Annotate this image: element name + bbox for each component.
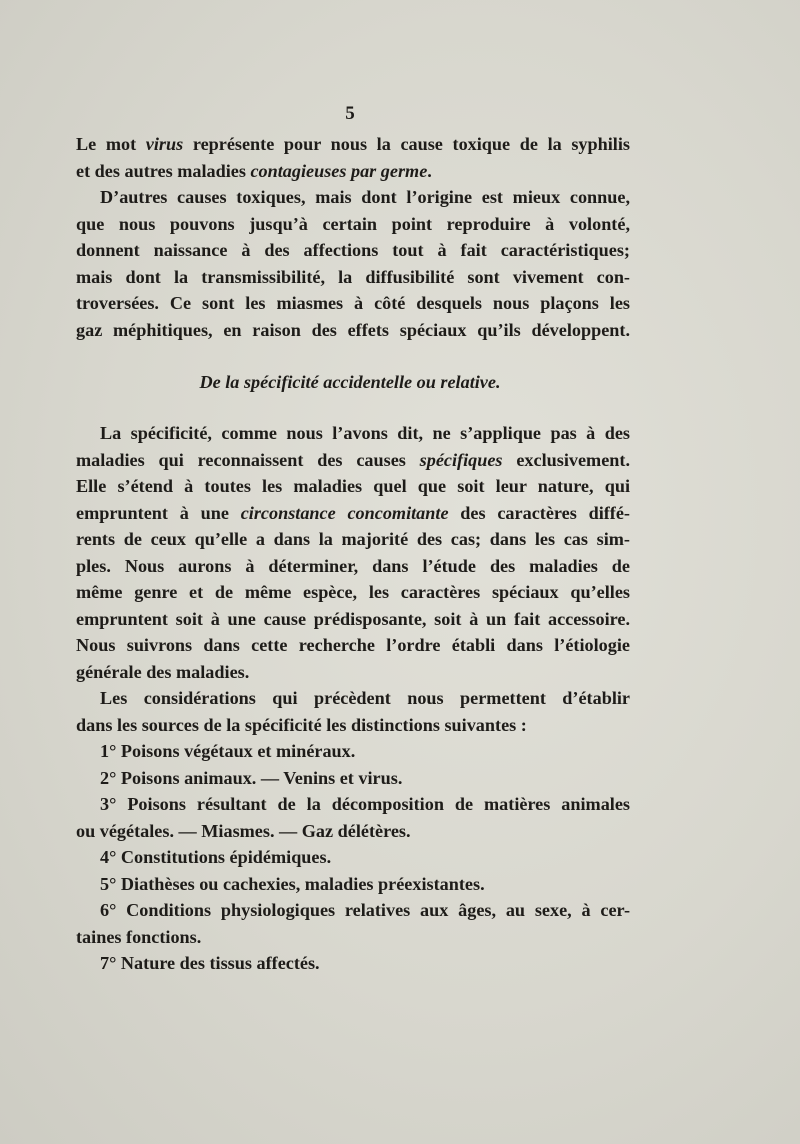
text-segment: empruntent à une — [76, 502, 241, 523]
text-line: taines fonctions. — [76, 926, 202, 947]
italic-term: virus — [145, 134, 184, 154]
text-line: que nous pouvons jusqu’à certain point reproduire à volonté, — [76, 213, 630, 234]
paragraph-block-specificity — [76, 420, 630, 977]
text-segment: des caractères diffé- — [448, 502, 630, 523]
text-segment: maladies qui reconnaissent des causes — [76, 449, 420, 470]
text-segment: Le mot — [76, 134, 146, 154]
text-line — [76, 500, 630, 527]
list-item: 6° Conditions physiologiques relatives aux âges, au sexe, à cer- — [100, 900, 630, 920]
page-number: 5 — [345, 103, 355, 124]
text-line: troversées. Ce sont les miasmes à côté desquels nous plaçons les — [76, 293, 630, 313]
text-line: D’autres causes toxiques, mais dont l’origine est mieux connue, — [100, 187, 630, 207]
italic-term: contagieuses par germe — [250, 160, 428, 181]
text-line: Les considérations qui précèdent nous permettent d’établir — [100, 688, 630, 708]
list-item: 3° Poisons résultant de la décomposition de matières animales — [100, 794, 630, 814]
list-item: 4° Constitutions épidémiques. — [100, 847, 332, 867]
text-line — [76, 131, 630, 158]
text-line: dans les sources de la spécificité les distinctions suivantes : — [76, 714, 527, 735]
italic-term: spécifiques — [419, 449, 503, 470]
text-line — [76, 158, 630, 185]
list-item: 7° Nature des tissus affectés. — [100, 953, 320, 973]
text-line: ples. Nous aurons à déterminer, dans l’étude des maladies de — [76, 555, 630, 576]
text-line: La spécificité, comme nous l’avons dit, ne s’applique pas à des — [100, 423, 630, 443]
list-item: 2° Poisons animaux. — Venins et virus. — [100, 767, 403, 788]
list-item: 5° Diathèses ou cachexies, maladies préexistantes. — [100, 873, 485, 894]
text-segment: . — [427, 160, 432, 181]
section-heading: De la spécificité accidentelle ou relative. — [199, 372, 501, 392]
text-line: donnent naissance à des affections tout à fait caractéristiques; — [76, 240, 630, 260]
text-line: générale des maladies. — [76, 661, 250, 682]
text-segment: représente pour nous la cause toxique de la syphilis — [183, 134, 630, 154]
text-line: gaz méphitiques, en raison des effets spéciaux qu’ils développent. — [76, 319, 630, 340]
text-line: empruntent soit à une cause prédisposante, soit à un fait accessoire. — [76, 608, 630, 629]
text-line — [76, 447, 630, 474]
text-line: même genre et de même espèce, les caractères spéciaux qu’elles — [76, 582, 630, 602]
text-line: Elle s’étend à toutes les maladies quel que soit leur nature, qui — [76, 476, 630, 496]
text-line: Nous suivrons dans cette recherche l’ordre établi dans l’étiologie — [76, 635, 630, 655]
text-line: rents de ceux qu’elle a dans la majorité des cas; dans les cas sim- — [76, 529, 630, 549]
list-item: 1° Poisons végétaux et minéraux. — [100, 741, 356, 761]
paragraph-block-intro — [76, 131, 630, 343]
text-segment: exclusivement. — [502, 449, 630, 470]
italic-term: circonstance concomitante — [240, 502, 449, 523]
text-line: mais dont la transmissibilité, la diffusibilité sont vivement con- — [76, 266, 630, 287]
text-line: ou végétales. — Miasmes. — Gaz délétères. — [76, 820, 411, 841]
text-segment: et des autres maladies — [76, 160, 251, 181]
